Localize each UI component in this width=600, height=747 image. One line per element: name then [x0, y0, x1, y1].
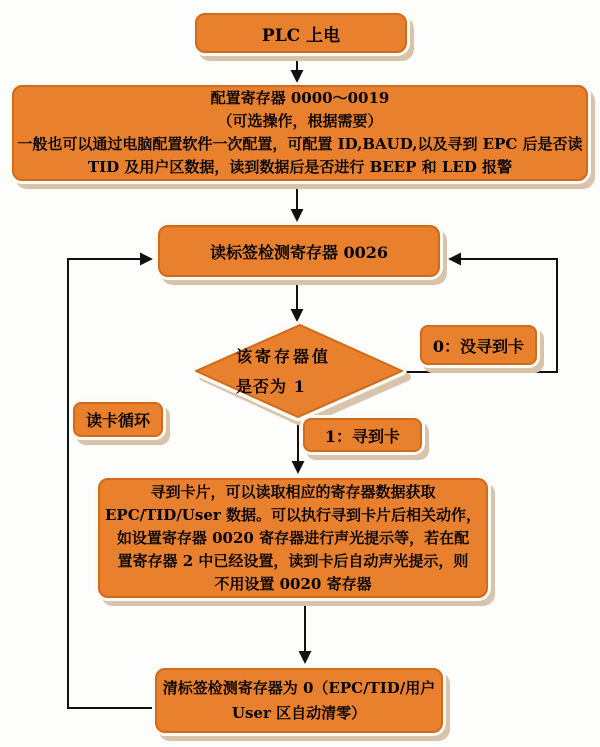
decision-line-1: 该寄存器值 — [236, 347, 332, 366]
config-line-3: 一般也可以通过电脑配置软件一次配置，可配置 ID,BAUD,以及寻到 EPC 后是否读 — [17, 135, 583, 153]
label-no-card-found — [420, 325, 537, 365]
clear-line-1: 清标签检测寄存器为 0（EPC/TID/用户 — [162, 678, 436, 697]
config-line-1: 配置寄存器 0000～0019 — [210, 89, 390, 107]
found-line-4: 置寄存器 2 中已经设置，读到卡后自动声光提示，则 — [117, 551, 469, 570]
label-no-card-found-text: 0：没寻到卡 — [432, 336, 525, 356]
node-clear-tag-register — [155, 668, 443, 733]
label-read-loop-text: 读卡循环 — [85, 411, 150, 430]
config-line-4: TID 及用户区数据，读到数据后是否进行 BEEP 和 LED 报警 — [87, 158, 513, 176]
node-configure-registers — [12, 85, 588, 181]
found-line-5: 不用设置 0020 寄存器 — [214, 574, 372, 593]
node-read-tag-register — [158, 225, 440, 277]
label-card-found-text: 1：寻到卡 — [324, 426, 401, 446]
node-card-found-actions — [98, 478, 488, 598]
label-card-found — [303, 418, 422, 452]
decision-line-2: 是否为 1 — [236, 377, 306, 396]
clear-line-2: User 区自动清零） — [231, 703, 367, 722]
decision-register-value-text — [236, 342, 386, 402]
node-read-tag-register-label: 读标签检测寄存器 0026 — [209, 242, 389, 262]
found-line-3: 如设置寄存器 0020 寄存器进行声光提示等，若在配 — [116, 528, 470, 547]
label-read-loop — [73, 402, 163, 437]
found-line-2: EPC/TID/User 数据。可以执行寻到卡片后相关动作， — [105, 505, 481, 524]
node-plc-power-on-label: PLC 上电 — [261, 25, 341, 46]
node-plc-power-on — [195, 13, 407, 53]
found-line-1: 寻到卡片，可以读取相应的寄存器数据获取 — [150, 482, 436, 501]
config-line-2: （可选操作，根据需要） — [217, 112, 383, 130]
